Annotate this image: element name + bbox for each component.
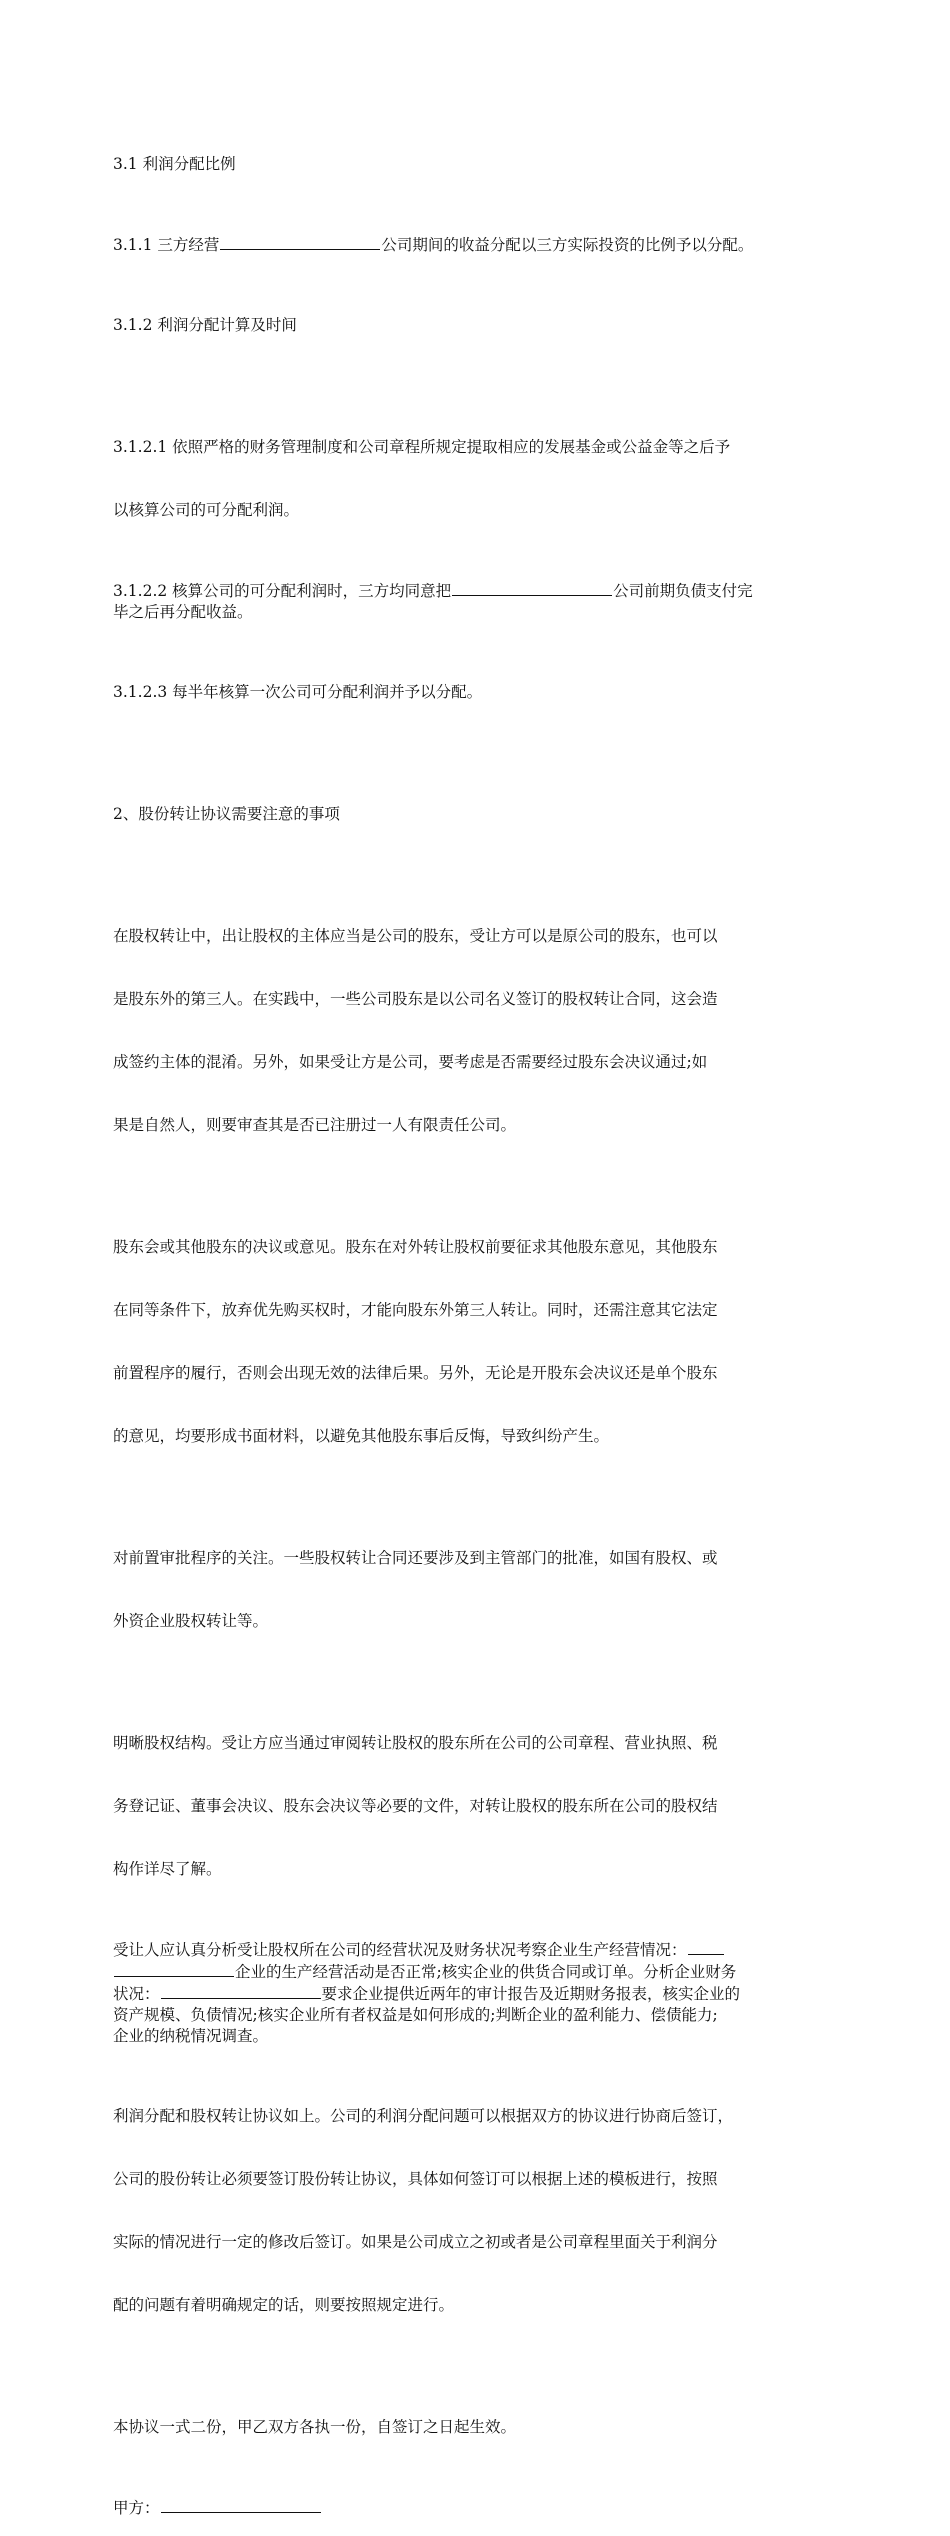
blank-field[interactable] bbox=[220, 234, 380, 250]
signature-blank[interactable] bbox=[161, 2497, 321, 2513]
document-body bbox=[113, 112, 839, 2536]
heading-calc-time: 3.1.2 利润分配计算及时间 bbox=[113, 316, 297, 334]
paragraph-copies: 本协议一式二份，甲乙双方各执一份，自签订之日起生效。 bbox=[113, 2418, 517, 2436]
blank-field[interactable] bbox=[114, 1961, 234, 1977]
blank-field[interactable] bbox=[161, 1983, 321, 1999]
heading-profit-ratio: 3.1 利润分配比例 bbox=[113, 155, 236, 173]
heading-share-transfer: 2、股份转让协议需要注意的事项 bbox=[113, 805, 340, 823]
paragraph-summary: 利润分配和股权转让协议如上。公司的利润分配问题可以根据双方的协议进行协商后签订， 公司的股份转让必须要签订股份转让协议，具体如何签订可以根据上述的模板进行，按照 实际的情况进行一定的修改后签订。如果是公司成立之初或者是公司章程里面关于利润分 配的问题有着明确规定的话，则要按照规定进行。 bbox=[113, 2107, 734, 2314]
paragraph-due-diligence: 受让人应认真分析受让股权所在公司的经营状况及财务状况考察企业生产经营情况： 企业的生产经营活动是否正常;核实企业的供货合同或订单。分析企业财务 状况： 要求企业提供近两年的审计报告及近期财务报表，核实企业的 资产规模、负债情况;核实企业所有者权益是如何形成的;判断企业的盈利能力、偿债能力; 企业的纳税情况调查。 bbox=[113, 1941, 741, 2045]
clause-3-1-2-1: 3.1.2.1 依照严格的财务管理制度和公司章程所规定提取相应的发展基金或公益金等之后予 以核算公司的可分配利润。 bbox=[113, 438, 731, 519]
paragraph-shareholder-resolution: 股东会或其他股东的决议或意见。股东在对外转让股权前要征求其他股东意见，其他股东 在同等条件下，放弃优先购买权时，才能向股东外第三人转让。同时，还需注意其它法定 前置程序的履行，否则会出现无效的法律后果。另外，无论是开股东会决议还是单个股东 的意见，均要形成书面材料，以避免其他股东事后反悔，导致纠纷产生。 bbox=[113, 1238, 718, 1445]
signature-party-a: 甲方： bbox=[113, 2497, 839, 2519]
clause-3-1-2-2: 3.1.2.2 核算公司的可分配利润时，三方均同意把 公司前期负债支付完 毕之后再分配收益。 bbox=[113, 582, 753, 621]
paragraph-transfer-subject: 在股权转让中，出让股权的主体应当是公司的股东，受让方可以是原公司的股东，也可以 是股东外的第三人。在实践中，一些公司股东是以公司名义签订的股权转让合同，这会造 成签约主体的混淆。另外，如果受让方是公司，要考虑是否需要经过股东会决议通过;如 果是自然人，则要审查其是否已注册过一人有限责任公司。 bbox=[113, 927, 718, 1134]
blank-field[interactable] bbox=[452, 580, 612, 596]
paragraph-pre-approval: 对前置审批程序的关注。一些股权转让合同还要涉及到主管部门的批准，如国有股权、或 外资企业股权转让等。 bbox=[113, 1549, 718, 1630]
blank-field[interactable] bbox=[688, 1939, 724, 1955]
clause-3-1-1: 3.1.1 三方经营 公司期间的收益分配以三方实际投资的比例予以分配。 bbox=[113, 236, 754, 254]
clause-3-1-2-3: 3.1.2.3 每半年核算一次公司可分配利润并予以分配。 bbox=[113, 683, 483, 701]
paragraph-equity-structure: 明晰股权结构。受让方应当通过审阅转让股权的股东所在公司的公司章程、营业执照、税 务登记证、董事会决议、股东会决议等必要的文件，对转让股权的股东所在公司的股权结 构作详尽了解。 bbox=[113, 1734, 718, 1878]
